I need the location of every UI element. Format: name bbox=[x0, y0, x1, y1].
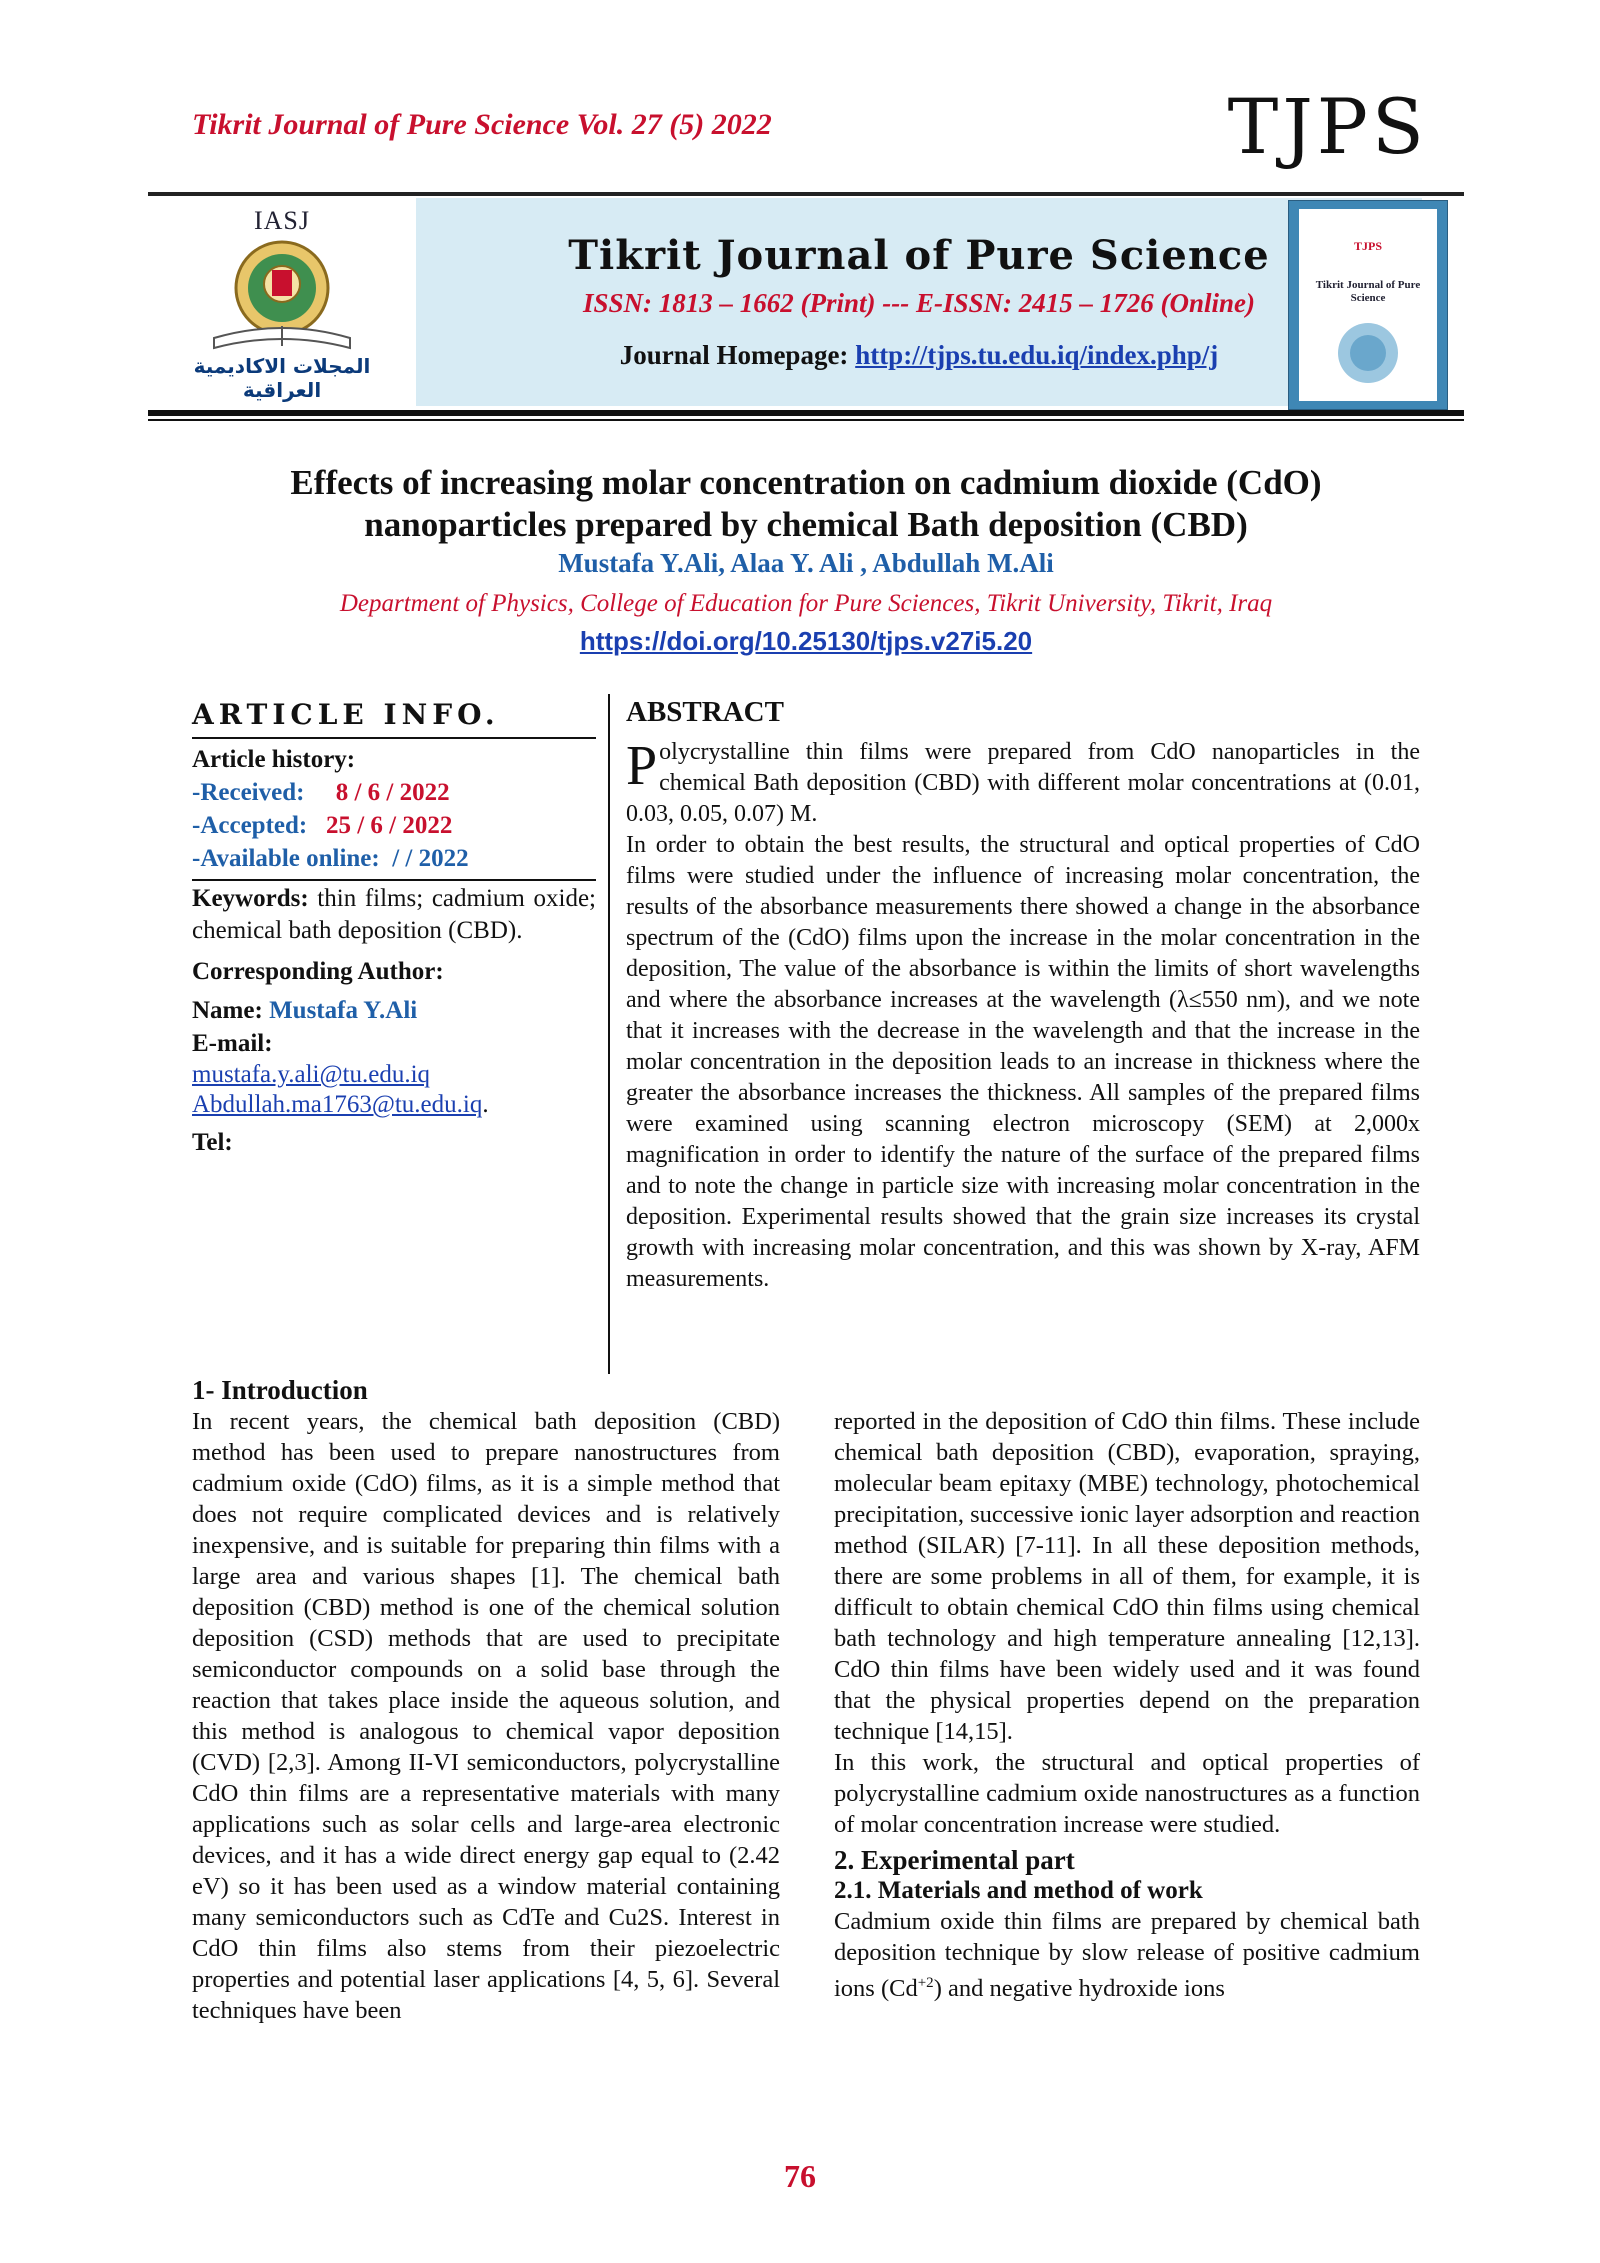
cover-title: Tikrit Journal of Pure Science bbox=[1315, 279, 1421, 304]
column-divider bbox=[608, 694, 610, 1374]
name-value: Mustafa Y.Ali bbox=[269, 997, 418, 1024]
cover-artwork-icon bbox=[1299, 313, 1437, 393]
introduction-paragraph: In recent years, the chemical bath deposition (CBD) method has been used to prepare nanostructures from cadmium oxide (CdO) films, as it is a simple method that does not require complicated devices and is relatively inexpensive, and is suitable for preparing thin films with a large area and various shapes [1]. The chemical bath deposition (CBD) method is one of the chemical solution deposition (CSD) methods that are used to precipitate semiconductor compounds on a solid base through the reaction that takes place inside the aqueous solution, and this method is analogous to chemical vapor deposition (CVD) [2,3]. Among II-VI semiconductors, polycrystalline CdO thin films are a representative materials with many applications such as solar cells and large-area electronic devices, and it has a wide direct energy gap equal to (2.42 eV) so it has been used as a window material containing many semiconductors such as CdTe and Cu2S. Interest in CdO thin films also stems from their piezoelectric properties and potential laser applications [4, 5, 6]. Several techniques have been bbox=[192, 1408, 780, 2024]
materials-text-b: ) and negative hydroxide ions bbox=[933, 1975, 1225, 2003]
article-info-rule bbox=[192, 737, 596, 739]
accepted-label: -Accepted: bbox=[192, 812, 308, 839]
banner-bottom-rule-thin bbox=[148, 419, 1464, 421]
tel-label: Tel: bbox=[192, 1129, 233, 1156]
abstract bbox=[626, 696, 1420, 1295]
body-right-column bbox=[834, 1406, 1420, 2004]
iasj-logo-abbr: IASJ bbox=[253, 206, 310, 235]
available-value: / / 2022 bbox=[385, 845, 469, 872]
article-affiliation: Department of Physics, College of Education for Pure Sciences, Tikrit University, Tikrit, Iraq bbox=[339, 590, 1273, 617]
article-info-heading: ARTICLE INFO. bbox=[192, 698, 500, 731]
received-label: -Received: bbox=[192, 779, 305, 806]
email-2-suffix: . bbox=[482, 1091, 489, 1118]
email-link-1[interactable]: mustafa.y.ali@tu.edu.iq bbox=[192, 1061, 431, 1088]
accepted-value: 25 / 6 / 2022 bbox=[325, 812, 453, 839]
keywords bbox=[192, 883, 596, 947]
article-authors: Mustafa Y.Ali, Alaa Y. Ali , Abdullah M.Ali bbox=[558, 548, 1054, 578]
banner-bottom-rule bbox=[148, 410, 1464, 416]
available-date bbox=[192, 842, 596, 875]
abstract-paragraph-1 bbox=[626, 737, 1420, 830]
body-left-column bbox=[192, 1374, 780, 2026]
journal-banner bbox=[148, 192, 1464, 424]
available-label: -Available online: bbox=[192, 845, 380, 872]
article-history-label: Article history: bbox=[192, 746, 356, 773]
accepted-date bbox=[192, 809, 596, 842]
article-title-line1: Effects of increasing molar concentration on cadmium dioxide (CdO) bbox=[290, 463, 1322, 502]
abstract-paragraph-2: In order to obtain the best results, the structural and optical properties of CdO films were studied under the influence of increasing molar concentration, the results of the absorbance measurements there showed a change in the absorbance spectrum of the (CdO) films upon the increase in the molar concentration in the deposition, The value of the absorbance is within the limits of short wavelengths and where the absorbance increases at the wavelength (λ≤550 nm), and we note that it increases with the decrease in the wavelength and that the increase in the molar concentration in the deposition leads to an increase in thickness where the greater the absorbance increases the thickness. All samples of the prepared films were examined using scanning electron microscopy (SEM) at 2,000x magnification in order to identify the nature of the surface of the prepared films and to note the change in particle size with increasing molar concentration in the deposition. Experimental results showed that the grain size increases its crystal growth with increasing molar concentration, and this was shown by X-ray, AFM measurements. bbox=[626, 832, 1420, 1292]
keywords-value: thin films; cadmium oxide; chemical bath deposition (CBD). bbox=[192, 885, 596, 944]
introduction-continued-paragraph: reported in the deposition of CdO thin films. These include chemical bath deposition (CBD), evaporation, spraying, molecular beam epitaxy (MBE) technology, photochemical precipitation, successive ionic layer adsorption and reaction method (SILAR) [7-11]. In all these deposition methods, there are some problems in all of them, for example, it is difficult to obtain chemical CdO thin films using chemical bath technology and high temperature annealing [12,13]. CdO thin films have been widely used and it was found that the physical properties depend on the preparation technique [14,15]. bbox=[834, 1408, 1420, 1745]
abstract-dropcap: P bbox=[626, 735, 658, 797]
homepage-link[interactable]: http://tjps.tu.edu.iq/index.php/j bbox=[855, 340, 1219, 370]
cover-abbr: TJPS bbox=[1353, 239, 1382, 253]
journal-cover-thumbnail bbox=[1288, 200, 1448, 410]
email-2 bbox=[192, 1090, 596, 1120]
banner-top-rule bbox=[148, 192, 1464, 196]
iasj-logo-arabic-text: المجلات الاكاديمية العراقية bbox=[193, 354, 371, 402]
journal-brand: TJPS bbox=[1227, 82, 1428, 171]
materials-paragraph bbox=[834, 1906, 1420, 2004]
article-title bbox=[148, 462, 1464, 546]
name-label: Name: bbox=[192, 997, 270, 1024]
materials-text-a: Cadmium oxide thin films are prepared by chemical bath deposition technique by slow release of positive cadmium ions (Cd bbox=[834, 1908, 1420, 2003]
doi-link[interactable]: https://doi.org/10.25130/tjps.v27i5.20 bbox=[579, 626, 1033, 656]
abstract-paragraph-1-text: olycrystalline thin films were prepared from CdO nanoparticles in the chemical Bath deposition (CBD) with different molar concentrations at (0.01, 0.03, 0.05, 0.07) M. bbox=[626, 739, 1420, 827]
experimental-heading: 2. Experimental part bbox=[834, 1845, 1075, 1875]
banner-center-panel bbox=[416, 198, 1422, 406]
author-name bbox=[192, 994, 596, 1027]
abstract-body bbox=[626, 737, 1420, 1295]
received-date bbox=[192, 776, 596, 809]
article-info-rule-2 bbox=[192, 879, 596, 881]
journal-homepage bbox=[416, 340, 1422, 371]
this-work-paragraph: In this work, the structural and optical properties of polycrystalline cadmium oxide nanostructures as a function of molar concentration increase were studied. bbox=[834, 1749, 1420, 1838]
issn-line: ISSN: 1813 – 1662 (Print) --- E-ISSN: 2415 – 1726 (Online) bbox=[582, 288, 1256, 318]
page-number: 76 bbox=[784, 2158, 816, 2194]
running-title: Tikrit Journal of Pure Science Vol. 27 (5) 2022 bbox=[192, 108, 772, 141]
materials-superscript: +2 bbox=[917, 1975, 934, 1991]
abstract-heading: ABSTRACT bbox=[626, 696, 784, 728]
corresponding-author-label: Corresponding Author: bbox=[192, 958, 444, 985]
materials-heading: 2.1. Materials and method of work bbox=[834, 1877, 1203, 1904]
journal-name: Tikrit Journal of Pure Science bbox=[568, 232, 1270, 279]
keywords-label: Keywords: bbox=[192, 885, 309, 912]
email-1 bbox=[192, 1060, 596, 1090]
introduction-heading: 1- Introduction bbox=[192, 1375, 368, 1405]
article-info bbox=[192, 698, 596, 1159]
email-label: E-mail: bbox=[192, 1030, 273, 1057]
homepage-label: Journal Homepage: bbox=[619, 340, 856, 370]
email-link-2[interactable]: Abdullah.ma1763@tu.edu.iq bbox=[192, 1091, 483, 1118]
article-title-line2: nanoparticles prepared by chemical Bath deposition (CBD) bbox=[364, 505, 1248, 544]
received-value: 8 / 6 / 2022 bbox=[335, 779, 450, 806]
iasj-logo bbox=[162, 206, 402, 406]
